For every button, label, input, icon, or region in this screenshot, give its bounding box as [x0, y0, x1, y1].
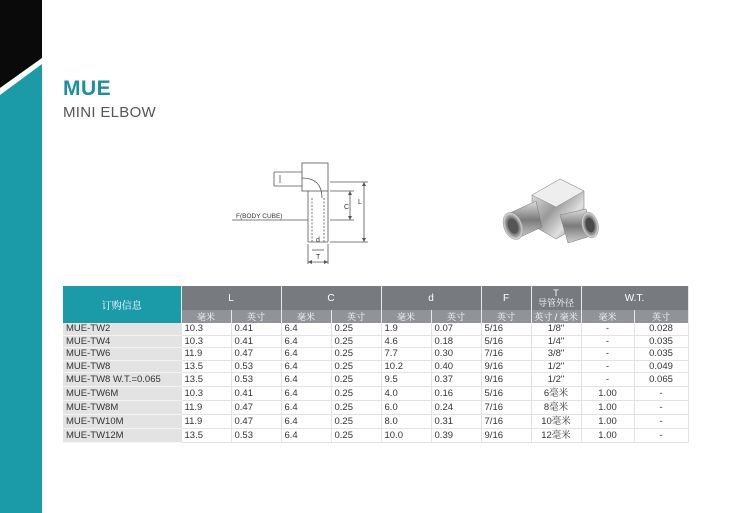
cell-wt-inch: - — [634, 401, 688, 415]
cell-wt-mm: 1.00 — [581, 429, 634, 443]
cell-t: 3/8" — [531, 348, 581, 360]
cell-d-inch: 0.39 — [431, 429, 481, 443]
cell-l-inch: 0.41 — [231, 323, 281, 335]
cell-f: 5/16 — [481, 335, 531, 347]
body-cube-label: F(BODY CUBE) — [236, 213, 283, 220]
cell-t: 1/8" — [531, 323, 581, 335]
cell-d-inch: 0.24 — [431, 401, 481, 415]
cell-l-inch: 0.47 — [231, 415, 281, 429]
cell-l-inch: 0.53 — [231, 360, 281, 372]
cell-wt-inch: 0.028 — [634, 323, 688, 335]
t-subheader-label: 导管外径 — [538, 298, 575, 308]
column-group-l: L — [181, 286, 281, 310]
cell-d-mm: 4.6 — [381, 335, 431, 347]
cell-wt-mm: 1.00 — [581, 387, 634, 401]
cell-code: MUE-TW6M — [63, 387, 181, 401]
cell-l-mm: 13.5 — [181, 360, 231, 372]
cell-t: 1/4" — [531, 335, 581, 347]
cell-l-inch: 0.53 — [231, 429, 281, 443]
unit-l-mm: 毫米 — [181, 310, 231, 323]
table-row — [63, 360, 688, 372]
cell-d-inch: 0.18 — [431, 335, 481, 347]
cell-c-inch: 0.25 — [331, 348, 381, 360]
cell-f: 5/16 — [481, 323, 531, 335]
cell-d-mm: 6.0 — [381, 401, 431, 415]
unit-d-mm: 毫米 — [381, 310, 431, 323]
cell-c-inch: 0.25 — [331, 387, 381, 401]
table-row — [63, 429, 688, 443]
cell-d-inch: 0.07 — [431, 323, 481, 335]
t-header-label: T — [553, 288, 559, 298]
cell-d-inch: 0.40 — [431, 360, 481, 372]
cell-c-inch: 0.25 — [331, 429, 381, 443]
cell-wt-mm: - — [581, 348, 634, 360]
cell-c-mm: 6.4 — [281, 335, 331, 347]
cell-d-mm: 4.0 — [381, 387, 431, 401]
cell-t: 8毫米 — [531, 401, 581, 415]
unit-f-inch: 英寸 — [481, 310, 531, 323]
cell-code: MUE-TW12M — [63, 429, 181, 443]
cell-c-inch: 0.25 — [331, 373, 381, 387]
dimension-c-label: C — [344, 204, 350, 211]
cell-l-mm: 13.5 — [181, 373, 231, 387]
cell-f: 9/16 — [481, 373, 531, 387]
cell-f: 7/16 — [481, 401, 531, 415]
cell-l-inch: 0.47 — [231, 348, 281, 360]
cell-c-mm: 6.4 — [281, 415, 331, 429]
cell-t: 10毫米 — [531, 415, 581, 429]
cell-d-inch: 0.30 — [431, 348, 481, 360]
cell-f: 7/16 — [481, 415, 531, 429]
cell-t: 12毫米 — [531, 429, 581, 443]
cell-t: 1/2" — [531, 373, 581, 387]
cell-d-mm: 8.0 — [381, 415, 431, 429]
cell-wt-inch: - — [634, 429, 688, 443]
cell-code: MUE-TW6 — [63, 348, 181, 360]
unit-d-inch: 英寸 — [431, 310, 481, 323]
cell-wt-mm: - — [581, 335, 634, 347]
dimension-t-label: T — [316, 254, 321, 261]
table-row — [63, 335, 688, 347]
cell-l-mm: 11.9 — [181, 348, 231, 360]
dimension-l-label: L — [358, 199, 362, 206]
cell-wt-inch: - — [634, 415, 688, 429]
cell-l-inch: 0.53 — [231, 373, 281, 387]
cell-l-inch: 0.41 — [231, 387, 281, 401]
cell-c-mm: 6.4 — [281, 348, 331, 360]
column-group-d: d — [381, 286, 481, 310]
cell-l-mm: 10.3 — [181, 387, 231, 401]
cell-l-mm: 11.9 — [181, 401, 231, 415]
column-group-c: C — [281, 286, 381, 310]
cell-d-inch: 0.37 — [431, 373, 481, 387]
cell-f: 7/16 — [481, 348, 531, 360]
cell-l-mm: 13.5 — [181, 429, 231, 443]
cell-d-mm: 1.9 — [381, 323, 431, 335]
cell-wt-mm: - — [581, 360, 634, 372]
cell-c-inch: 0.25 — [331, 323, 381, 335]
unit-wt-mm: 毫米 — [581, 310, 634, 323]
unit-l-inch: 英寸 — [231, 310, 281, 323]
cell-wt-mm: 1.00 — [581, 415, 634, 429]
cell-c-inch: 0.25 — [331, 415, 381, 429]
cell-d-mm: 7.7 — [381, 348, 431, 360]
table-row — [63, 415, 688, 429]
cell-wt-inch: 0.035 — [634, 348, 688, 360]
elbow-product-image — [490, 165, 620, 257]
cell-f: 5/16 — [481, 387, 531, 401]
unit-wt-inch: 英寸 — [634, 310, 688, 323]
cell-t: 1/2" — [531, 360, 581, 372]
cell-d-inch: 0.31 — [431, 415, 481, 429]
cell-d-inch: 0.16 — [431, 387, 481, 401]
cell-code: MUE-TW8M — [63, 401, 181, 415]
table-row — [63, 373, 688, 387]
column-group-f: F — [481, 286, 531, 310]
cell-l-mm: 10.3 — [181, 335, 231, 347]
order-info-header: 订购信息 — [63, 286, 181, 323]
elbow-technical-drawing — [232, 158, 392, 270]
cell-wt-mm: - — [581, 373, 634, 387]
column-group-t — [531, 286, 581, 310]
cell-wt-inch: 0.035 — [634, 335, 688, 347]
sidebar-corner-graphic — [0, 0, 42, 95]
cell-c-inch: 0.25 — [331, 360, 381, 372]
cell-c-mm: 6.4 — [281, 323, 331, 335]
cell-code: MUE-TW10M — [63, 415, 181, 429]
cell-wt-inch: - — [634, 387, 688, 401]
cell-d-mm: 10.2 — [381, 360, 431, 372]
unit-t-inch-mm: 英寸 / 毫米 — [531, 310, 581, 323]
cell-c-mm: 6.4 — [281, 373, 331, 387]
cell-wt-mm: 1.00 — [581, 401, 634, 415]
unit-c-inch: 英寸 — [331, 310, 381, 323]
cell-code: MUE-TW8 — [63, 360, 181, 372]
cell-code: MUE-TW2 — [63, 323, 181, 335]
unit-c-mm: 毫米 — [281, 310, 331, 323]
cell-c-mm: 6.4 — [281, 401, 331, 415]
cell-code: MUE-TW8 W.T.=0.065 — [63, 373, 181, 387]
cell-wt-inch: 0.065 — [634, 373, 688, 387]
cell-wt-mm: - — [581, 323, 634, 335]
cell-f: 9/16 — [481, 360, 531, 372]
cell-c-mm: 6.4 — [281, 387, 331, 401]
cell-l-mm: 10.3 — [181, 323, 231, 335]
product-code-title: MUE — [63, 77, 112, 100]
table-row — [63, 348, 688, 360]
cell-code: MUE-TW4 — [63, 335, 181, 347]
cell-d-mm: 10.0 — [381, 429, 431, 443]
product-name-subtitle: MINI ELBOW — [63, 104, 157, 121]
table-row — [63, 401, 688, 415]
cell-l-inch: 0.41 — [231, 335, 281, 347]
table-row — [63, 323, 688, 335]
dimension-d-label: d — [316, 237, 320, 244]
cell-l-inch: 0.47 — [231, 401, 281, 415]
cell-l-mm: 11.9 — [181, 415, 231, 429]
cell-c-mm: 6.4 — [281, 360, 331, 372]
spec-table — [63, 286, 689, 443]
table-row — [63, 387, 688, 401]
cell-f: 9/16 — [481, 429, 531, 443]
cell-d-mm: 9.5 — [381, 373, 431, 387]
cell-c-inch: 0.25 — [331, 335, 381, 347]
cell-c-mm: 6.4 — [281, 429, 331, 443]
cell-wt-inch: 0.049 — [634, 360, 688, 372]
cell-t: 6毫米 — [531, 387, 581, 401]
column-group-wt: W.T. — [581, 286, 688, 310]
cell-c-inch: 0.25 — [331, 401, 381, 415]
